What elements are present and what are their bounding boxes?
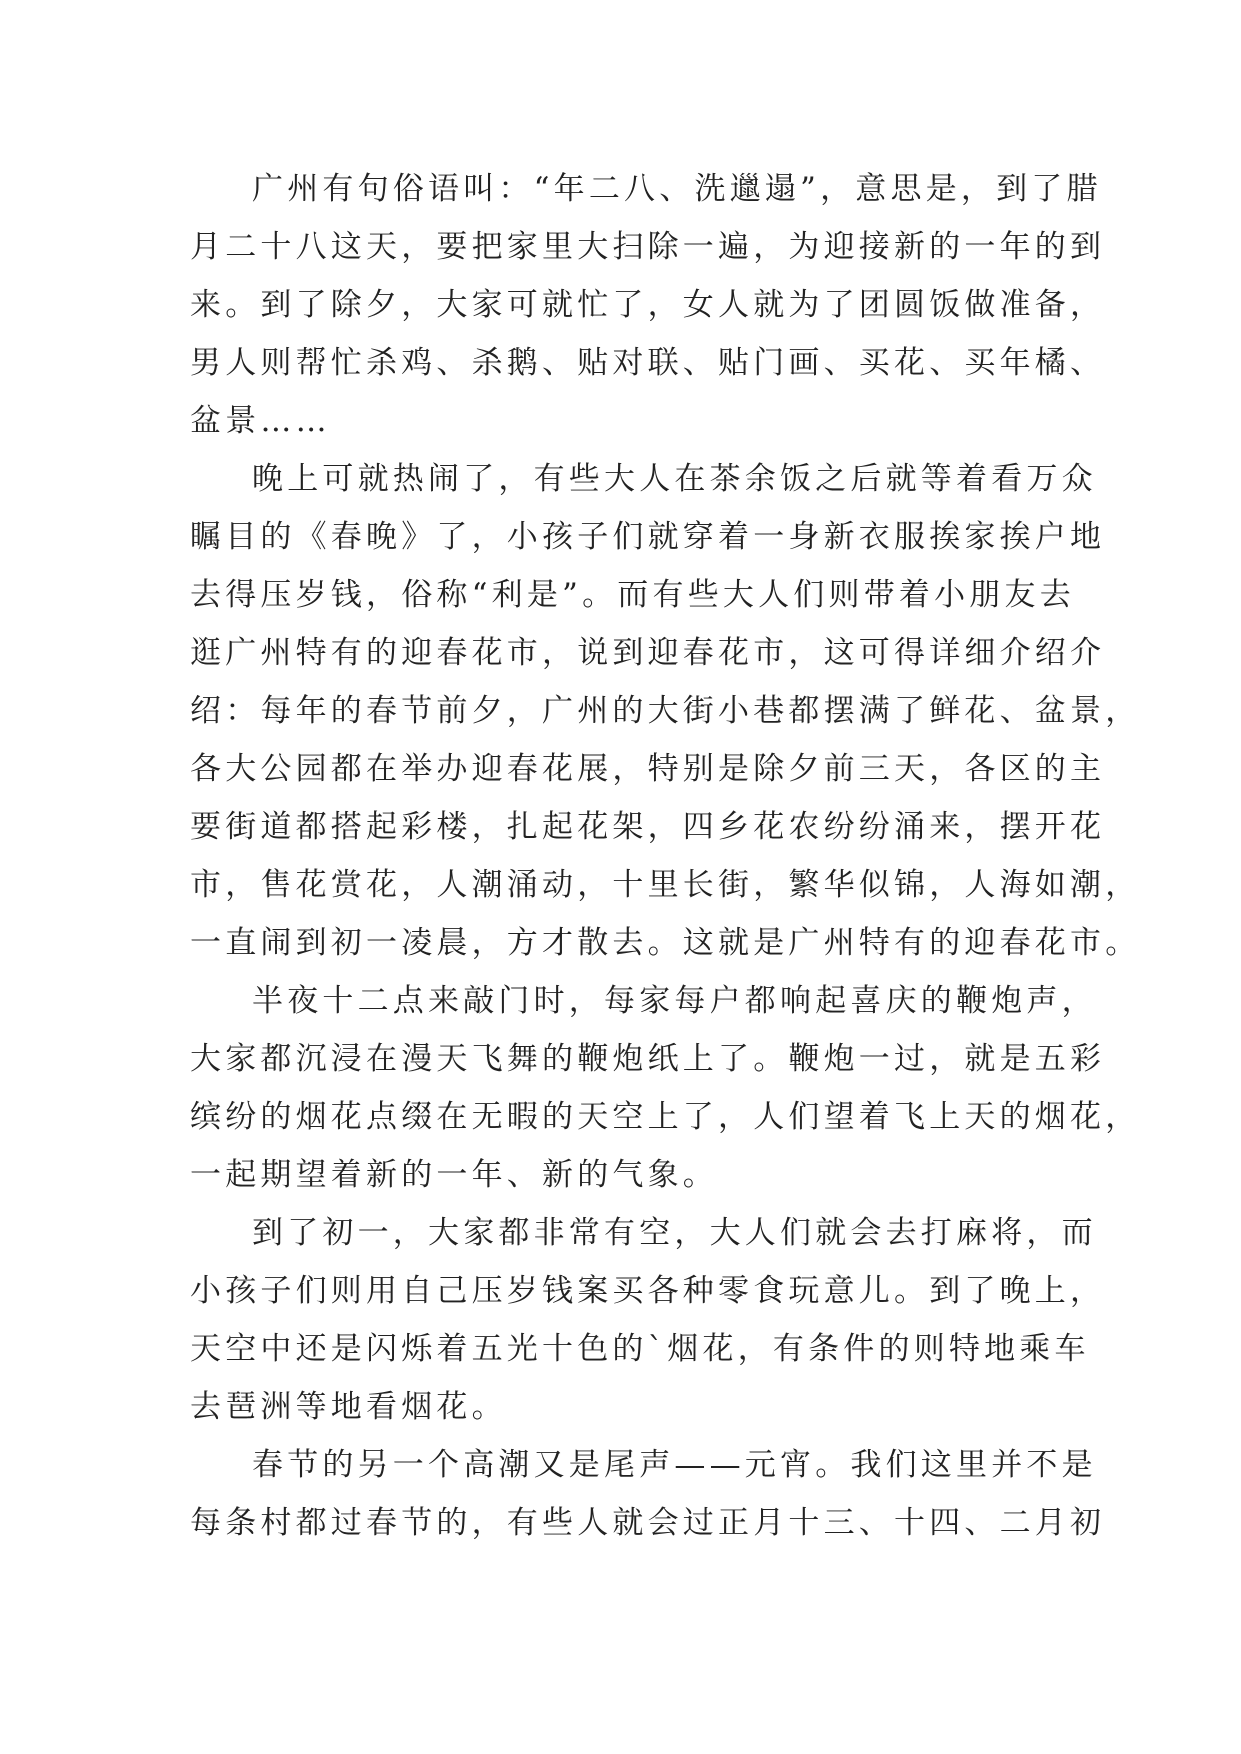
- paragraph-line: 天空中还是闪烁着五光十色的`烟花，有条件的则特地乘车: [190, 1331, 1090, 1367]
- paragraph-line: 市，售花赏花，人潮涌动，十里长街，繁华似锦，人海如潮，: [190, 867, 1141, 903]
- paragraph-line: 大家都沉浸在漫天飞舞的鞭炮纸上了。鞭炮一过，就是五彩: [190, 1041, 1106, 1077]
- paragraph-line: 月二十八这天，要把家里大扫除一遍，为迎接新的一年的到: [190, 229, 1106, 265]
- paragraph-line: 去得压岁钱，俗称“利是”。而有些大人们则带着小朋友去: [190, 577, 1075, 613]
- paragraph-line: 一起期望着新的一年、新的气象。: [190, 1157, 718, 1193]
- paragraph-line: 绍：每年的春节前夕，广州的大街小巷都摆满了鲜花、盆景，: [190, 693, 1141, 729]
- paragraph-1: [190, 160, 1106, 450]
- paragraph-2: [190, 450, 1141, 972]
- paragraph-line: 来。到了除夕，大家可就忙了，女人就为了团圆饭做准备，: [190, 287, 1106, 323]
- paragraph-3: [190, 972, 1141, 1204]
- paragraph-line: 半夜十二点来敲门时，每家每户都响起喜庆的鞭炮声，: [252, 983, 1097, 1019]
- paragraph-line: 春节的另一个高潮又是尾声——元宵。我们这里并不是: [252, 1447, 1097, 1483]
- paragraph-line: 小孩子们则用自己压岁钱案买各种零食玩意儿。到了晚上，: [190, 1273, 1106, 1309]
- paragraph-line: 瞩目的《春晚》了，小孩子们就穿着一身新衣服挨家挨户地: [190, 519, 1106, 555]
- paragraph-line: 去琶洲等地看烟花。: [190, 1389, 507, 1425]
- document-body: [190, 160, 1141, 1552]
- paragraph-line: 每条村都过春节的，有些人就会过正月十三、十四、二月初: [190, 1505, 1106, 1541]
- paragraph-4: [190, 1204, 1106, 1436]
- paragraph-line: 一直闹到初一凌晨，方才散去。这就是广州特有的迎春花市。: [190, 925, 1141, 961]
- paragraph-line: 要街道都搭起彩楼，扎起花架，四乡花农纷纷涌来，摆开花: [190, 809, 1106, 845]
- paragraph-line: 逛广州特有的迎春花市，说到迎春花市，这可得详细介绍介: [190, 635, 1106, 671]
- paragraph-line: 各大公园都在举办迎春花展，特别是除夕前三天，各区的主: [190, 751, 1106, 787]
- paragraph-5: [190, 1436, 1106, 1552]
- paragraph-line: 盆景……: [190, 403, 331, 439]
- paragraph-line: 男人则帮忙杀鸡、杀鹅、贴对联、贴门画、买花、买年橘、: [190, 345, 1106, 381]
- paragraph-line: 广州有句俗语叫：“年二八、洗邋遢”，意思是，到了腊: [252, 171, 1102, 207]
- paragraph-line: 缤纷的烟花点缀在无暇的天空上了，人们望着飞上天的烟花，: [190, 1099, 1141, 1135]
- paragraph-line: 晚上可就热闹了，有些大人在茶余饭之后就等着看万众: [252, 461, 1097, 497]
- paragraph-line: 到了初一，大家都非常有空，大人们就会去打麻将，而: [252, 1215, 1097, 1251]
